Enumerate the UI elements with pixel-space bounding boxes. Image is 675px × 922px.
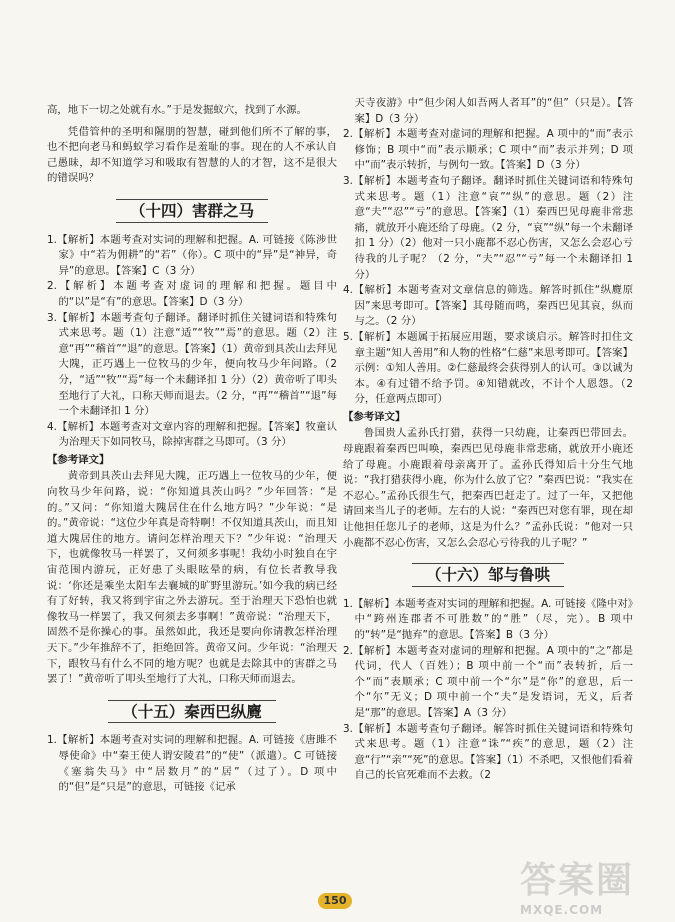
page-number-label: 150 — [318, 893, 353, 909]
section-title: （十六）邹与鲁哄 — [412, 563, 564, 587]
reference-label: 【参考译文】 — [343, 410, 406, 423]
answer-item: 3.【解析】本题考查句子翻译。解答时抓住关键词语和特殊句式来思考。题（1）注意“诛”“疾”的意思，题（2）注意“行”“亲”“死”的意思。【答案】（1）不杀吧，又恨他们看着自己的长官死难而不去救。（2 — [343, 722, 633, 782]
page-number — [305, 889, 365, 905]
translation: 鲁国贵人孟孙氏打猎，获得一只幼鹿，让秦西巴带回去。母鹿跟着秦西巴叫唤，秦西巴见母鹿非常悲痛，就放开小鹿还给了母鹿。小鹿跟着母亲离开了。孟孙氏得知后十分生气地说：“我打猎获得小鹿，你为什么放了它？”秦西巴说：“我实在不忍心。”孟孙氏很生气，把秦西巴赶走了。过了一年，又把他请回来当儿子的老师。左右的人说：“秦西巴对您有罪，现在却让他担任您儿子的老师，这是为什么？”孟孙氏说：“他对一只小鹿都不忍心伤害，又怎么会忍心亏待我的儿子呢？” — [343, 427, 633, 549]
paragraph: 高，地下一切之处就有水。”于是发掘蚁穴，找到了水源。 — [47, 104, 307, 116]
paragraph: 凭借管仲的圣明和隰朋的智慧，碰到他们所不了解的事，也不把向老马和蚂蚁学习看作是羞耻的事。现在的人不承认自己愚昧，却不知道学习和吸取有智慧的人的才智，这不是很大的错误吗？ — [47, 125, 337, 185]
watermark-logo — [520, 852, 670, 918]
answer-item: 2.【解析】本题考查对虚词的理解和把握。A 项中的“而”表示修饰；B 项中“而”表示顺承；C 项中“而”表示并列；D 项中“而”表示转折，与例句一致。【答案】D（3 分） — [343, 128, 633, 172]
answer-item: 4.【解析】本题考查对文章信息的筛选。解答时抓住“纵麑原因”来思考即可。【答案】其母随而鸣，秦西巴见其哀，纵而与之。（2 分） — [343, 284, 633, 328]
answer-item: 3.【解析】本题考查句子翻译。翻译时抓住关键词语和特殊句式来思考。题（1）注意“适”“牧”“焉”的意思。题（2）注意“再”“稽首”“退”的意思。【答案】（1）黄帝到具茨山去拜见大隗，正巧遇上一位牧马的少年，便向牧马少年问路。（2 分，“适”“牧”“焉”每一个未翻译扣 1 分）（2）黄帝听了叩头至地行了大礼，口称天师而退去。（2 分，“再”“稽首”“退”每一个未翻译扣 1 分） — [47, 311, 337, 418]
answer-item: 3.【解析】本题考查句子翻译。翻译时抓住关键词语和特殊句式来思考。题（1）注意“哀”“纵”的意思。题（2）注意“夫”“忍”“亏”的意思。【答案】（1）秦西巴见母鹿非常悲痛，就放开小鹿还给了母鹿。（2 分，“哀”“纵”每一个未翻译扣 1 分）（2）他对一只小鹿都不忍心伤害，又怎么会忍心亏待我的儿子呢？（2 分，“夫”“忍”“亏”每一个未翻译扣 1 分） — [343, 174, 633, 281]
answer-item: 4.【解析】本题考查对文章内容的理解和把握。【答案】牧童认为治理天下如同牧马，除掉害群之马即可。（3 分） — [47, 420, 337, 449]
translation: 黄帝到具茨山去拜见大隗，正巧遇上一位牧马的少年，便向牧马少年问路，说：“你知道具茨山吗？”少年回答：“是的。”又问：“你知道大隗居住在什么地方吗？”少年说：“是的。”黄帝说：“这位少年真是奇特啊！不仅知道具茨山，而且知道大隗居住的地方。请问怎样治理天下？”少年说：“治理天下，也就像牧马一样罢了，又何须多事呢！我幼小时独自在宇宙范围内游玩，正好患了头眼眩晕的病，有位长者教导我说：‘你还是乘坐太阳车去襄城的旷野里游玩。’如今我的病已经有了好转，我又将到宇宙之外去游玩。至于治理天下恐怕也就像牧马一样罢了，我又何须去多事啊！”黄帝说：“治理天下，固然不是你操心的事。虽然如此，我还是要向你请教怎样治理天下。”少年推辞不了，拒绝回答。黄帝又问。少年说：“治理天下，跟牧马有什么不同的地方呢？也就是去除其中的害群之马罢了！”黄帝听了叩头至地行了大礼，口称天师而退去。 — [47, 470, 337, 686]
section-heading — [47, 199, 337, 223]
answer-item: 5.【解析】本题属于拓展应用题，要求谈启示。解答时扣住文章主题“知人善用”和人物的性格“仁慈”来思考即可。【答案】示例：①知人善用。②仁慈最终会获得别人的认可。③以诚为本。④有过错不给予罚。④知错就改，不计个人恩怨。（2 分，任意两点即可） — [343, 330, 633, 406]
reference-label: 【参考译文】 — [47, 453, 110, 466]
watermark-text: 答案圈 — [520, 860, 635, 901]
answer-item: 1.【解析】本题考查对实词的理解和把握。A. 可链接《唐雎不辱使命》中“秦王使人谓安陵君”的“使”（派遣）。C 可链接《塞翁失马》中“居数月”的“居”（过了）。D 项中的“但”是“只是”的意思，可链接《记承 — [47, 734, 337, 794]
section-title: （十四）害群之马 — [116, 199, 268, 223]
section-heading — [47, 700, 337, 724]
section-heading — [343, 563, 633, 587]
section-title: （十五）秦西巴纵麑 — [108, 700, 276, 724]
paragraph: 天寺夜游》中“但少闲人如吾两人者耳”的“但”（只是）。【答案】D（3 分） — [354, 97, 633, 125]
watermark-url: MXQE.COM — [520, 903, 604, 917]
answer-item: 1.【解析】本题考查对实词的理解和把握。A. 可链接《陈涉世家》中“若为佣耕”的“若”（你）。C 项中的“异”是“神异，奇异”的意思。【答案】C（3 分） — [47, 233, 337, 277]
answer-item: 1.【解析】本题考查对实词的理解和把握。A. 可链接《隆中对》中“跨州连郡者不可胜数”的“胜”（尽，完）。B 项中的“转”是“抛弃”的意思。【答案】B（3 分） — [343, 597, 633, 641]
left-column — [47, 0, 337, 796]
answer-item: 2.【解析】本题考查对虚词的理解和把握。A 项中的“之”都是代词，代人（百姓）；B 项中前一个“而”表转折，后一个“而”表顺承；C 项中前一个“尔”是“你”的意思，后一个“尔”无义；D 项中前一个“夫”是发语词，无义，后者是“那”的意思。【答案】A（3 分） — [343, 644, 633, 719]
right-column — [343, 0, 633, 784]
answer-item: 2.【解析】本题考查对虚词的理解和把握。题目中的“以”是“有”的意思。【答案】D（3 分） — [47, 280, 337, 308]
